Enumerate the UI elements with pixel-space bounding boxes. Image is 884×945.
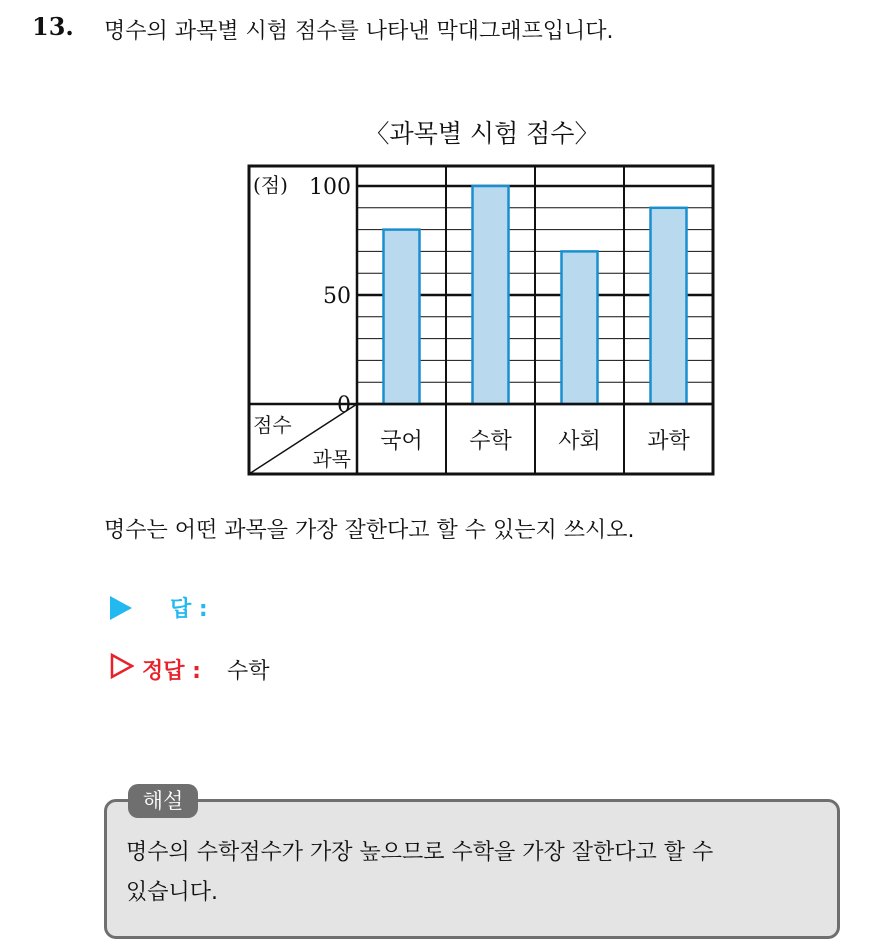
- outline-triangle-icon: [110, 653, 134, 685]
- question-prompt: 명수는 어떤 과목을 가장 잘한다고 할 수 있는지 쓰시오.: [104, 518, 635, 543]
- y-tick-label: 50: [323, 284, 351, 309]
- answer-blank-label: 답 :: [170, 597, 208, 622]
- answer-blank-row: [110, 592, 208, 623]
- y-tick-label: 100: [309, 175, 351, 200]
- question-text: 명수의 과목별 시험 점수를 나타낸 막대그래프입니다.: [104, 19, 614, 44]
- question-number: 13.: [32, 12, 74, 41]
- correct-answer-label: 정답 :: [142, 658, 201, 684]
- bar-국어: [384, 230, 420, 404]
- bar-사회: [562, 251, 598, 404]
- corner-bottom-label: 과목: [312, 447, 351, 471]
- category-label: 국어: [380, 429, 423, 454]
- bar-수학: [473, 186, 509, 404]
- explanation-text: [126, 833, 826, 913]
- play-icon: [110, 596, 132, 620]
- category-label: 과학: [647, 429, 690, 454]
- category-label: 수학: [469, 429, 512, 454]
- explanation-line-1: 명수의 수학점수가 가장 높으므로 수학을 가장 잘한다고 할 수: [126, 840, 714, 865]
- corner-top-label: 점수: [253, 413, 292, 437]
- y-tick-label: 0: [337, 393, 351, 418]
- category-label: 사회: [558, 429, 601, 454]
- y-unit-label: (점): [253, 173, 288, 197]
- bar-과학: [651, 208, 687, 404]
- explanation-line-2: 있습니다.: [126, 880, 219, 905]
- chart-title: 〈과목별 시험 점수〉: [364, 119, 600, 148]
- explanation-tag: 해설: [128, 784, 198, 818]
- bar-chart: [247, 164, 717, 480]
- correct-answer-row: [110, 653, 269, 685]
- correct-answer-value: 수학: [226, 658, 270, 684]
